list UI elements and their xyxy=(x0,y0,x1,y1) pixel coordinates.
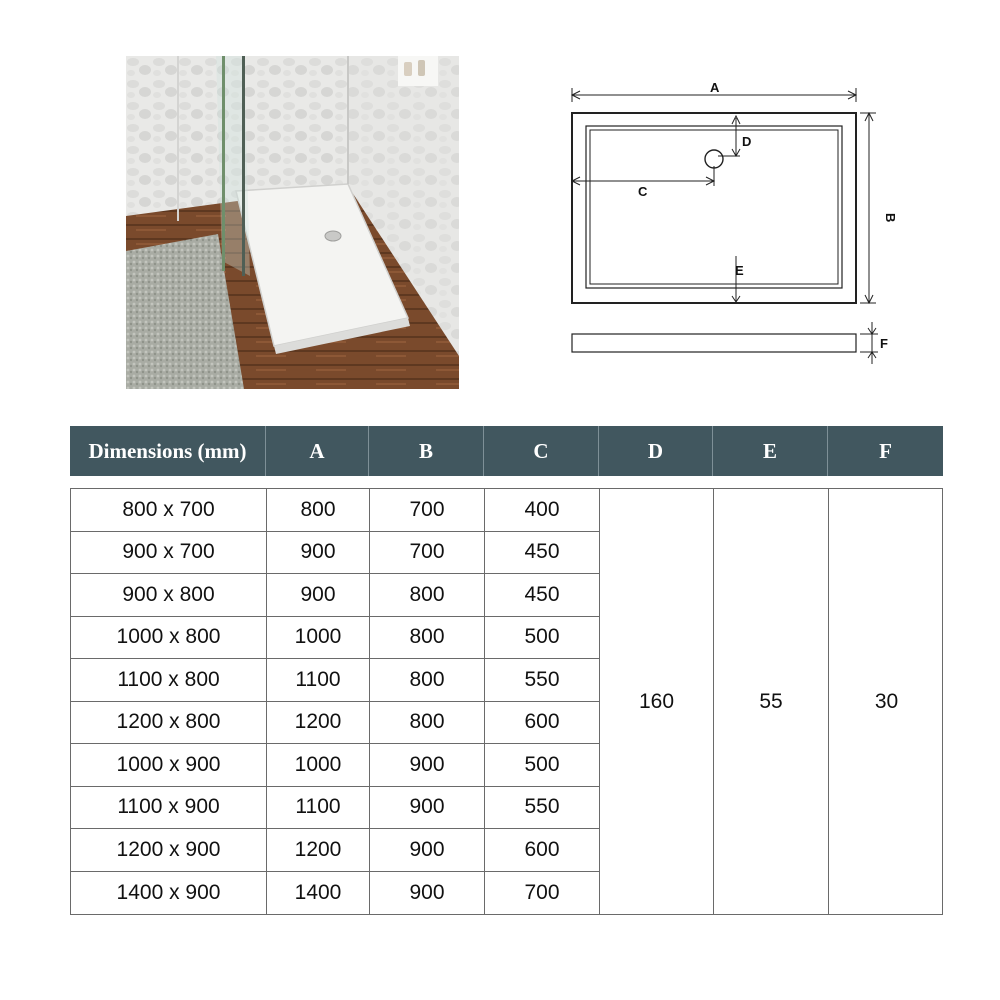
shower-room-illustration xyxy=(126,56,459,389)
tray-outline xyxy=(572,113,856,303)
c-cell: 700 xyxy=(485,872,600,915)
size-cell: 800 x 700 xyxy=(71,489,267,532)
a-cell: 900 xyxy=(267,574,370,617)
header-b: B xyxy=(369,426,484,476)
size-cell: 1100 x 900 xyxy=(71,787,267,830)
header-a: A xyxy=(266,426,369,476)
tray-side-profile xyxy=(572,334,856,352)
size-cell: 1000 x 800 xyxy=(71,617,267,660)
shared-f-value: 30 xyxy=(874,689,899,713)
c-cell: 500 xyxy=(485,744,600,787)
product-photo xyxy=(126,56,459,389)
label-f: F xyxy=(880,336,888,351)
header-f: F xyxy=(879,438,892,463)
b-cell: 700 xyxy=(370,489,485,532)
a-cell: 1100 xyxy=(267,659,370,702)
b-cell: 800 xyxy=(370,574,485,617)
a-cell: 1200 xyxy=(267,829,370,872)
header-dimensions: Dimensions (mm) xyxy=(70,426,266,476)
a-cell: 900 xyxy=(267,532,370,575)
drain-circle xyxy=(705,150,723,168)
b-cell: 900 xyxy=(370,872,485,915)
b-cell: 900 xyxy=(370,787,485,830)
size-cell: 1100 x 800 xyxy=(71,659,267,702)
a-cell: 1200 xyxy=(267,702,370,745)
a-cell: 1000 xyxy=(267,617,370,660)
header-d: D xyxy=(599,426,713,476)
header-c: C xyxy=(484,426,599,476)
header-e: E xyxy=(713,426,828,476)
size-cell: 1000 x 900 xyxy=(71,744,267,787)
size-cell: 1200 x 900 xyxy=(71,829,267,872)
b-cell: 800 xyxy=(370,702,485,745)
size-cell: 900 x 700 xyxy=(71,532,267,575)
a-cell: 1000 xyxy=(267,744,370,787)
b-cell: 800 xyxy=(370,659,485,702)
tray-dimension-drawing xyxy=(560,78,900,368)
a-cell: 800 xyxy=(267,489,370,532)
c-cell: 550 xyxy=(485,787,600,830)
shared-d-value: 160 xyxy=(600,489,714,914)
label-a: A xyxy=(710,80,720,95)
c-cell: 400 xyxy=(485,489,600,532)
c-cell: 500 xyxy=(485,617,600,660)
a-cell: 1400 xyxy=(267,872,370,915)
label-e: E xyxy=(735,263,744,278)
c-cell: 450 xyxy=(485,574,600,617)
b-cell: 900 xyxy=(370,744,485,787)
dimension-diagram xyxy=(560,78,900,368)
label-c: C xyxy=(638,184,648,199)
label-b: B xyxy=(883,213,898,223)
b-cell: 800 xyxy=(370,617,485,660)
label-d: D xyxy=(742,134,752,149)
size-cell: 1400 x 900 xyxy=(71,872,267,915)
a-cell: 1100 xyxy=(267,787,370,830)
b-cell: 700 xyxy=(370,532,485,575)
c-cell: 450 xyxy=(485,532,600,575)
size-cell: 1200 x 800 xyxy=(71,702,267,745)
table-header xyxy=(70,426,943,476)
c-cell: 550 xyxy=(485,659,600,702)
b-cell: 900 xyxy=(370,829,485,872)
shared-e-value: 55 xyxy=(714,489,829,914)
size-cell: 900 x 800 xyxy=(71,574,267,617)
c-cell: 600 xyxy=(485,829,600,872)
c-cell: 600 xyxy=(485,702,600,745)
dimensions-table xyxy=(70,488,943,915)
